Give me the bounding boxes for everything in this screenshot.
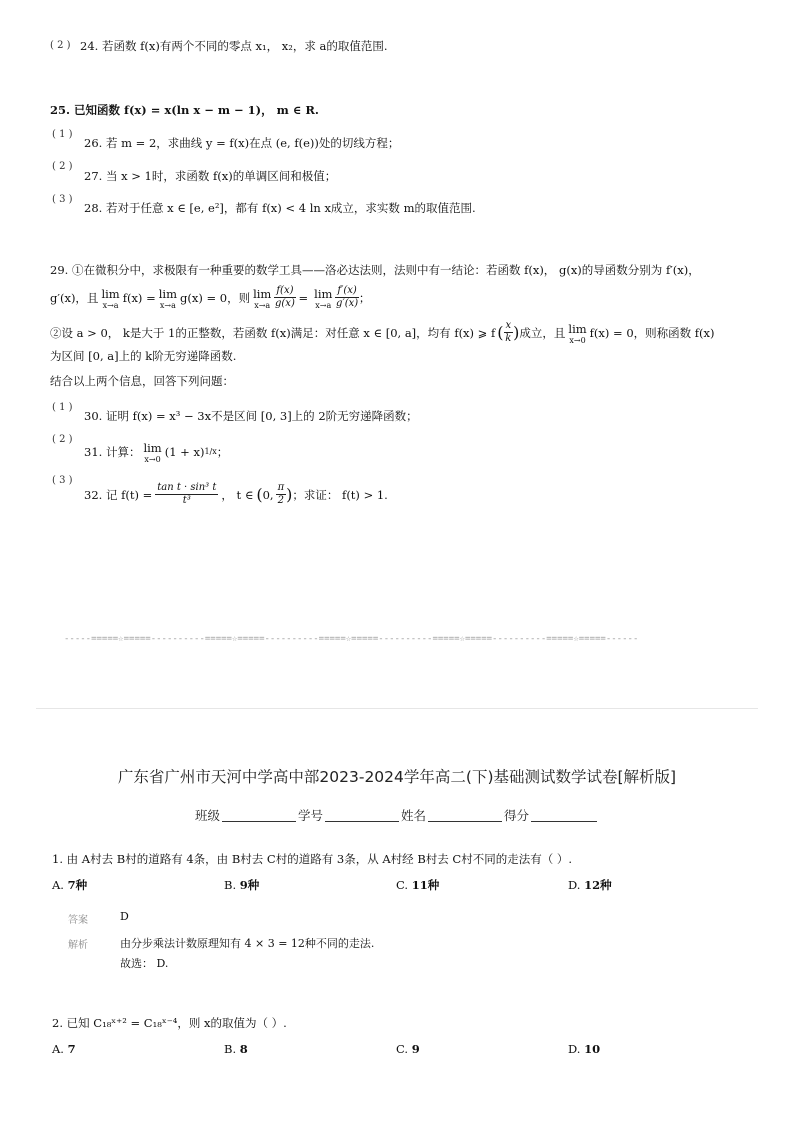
limit [143,440,161,464]
text: f(x) = 0，则称函数 f(x) [589,325,715,340]
option-letter: D. [568,1042,581,1056]
class-label: 班级 [194,808,220,823]
denominator: g′(x) [336,298,359,309]
text: 32. 记 f(t) = [84,487,153,502]
answer-label: 答案 [68,915,88,926]
numerator: π [277,482,285,493]
name-blank[interactable] [428,821,502,822]
limit [159,286,177,310]
denominator: g(x) [275,298,295,309]
score-blank[interactable] [531,821,597,822]
fraction [504,320,514,345]
text: ； [216,445,229,459]
fraction [274,285,295,310]
sub-question-number: ( 1 ) [52,402,73,413]
student-id-blank[interactable] [325,821,399,822]
sub-question-number: ( 1 ) [52,129,73,140]
lim-sub: x→a [315,300,332,310]
question-29-line3 [50,320,715,345]
text: ； [358,290,371,305]
paren-left: ( [497,322,504,342]
equals: = [298,290,309,305]
sub-question-number: ( 3 ) [52,194,73,205]
text: (1 + x) [164,445,205,459]
question-27-text: 27. 当 x > 1时，求函数 f(x)的单调区间和极值； [84,169,337,183]
option-c [396,877,439,893]
paren-right: ) [286,484,293,504]
student-id-label: 学号 [297,808,323,823]
limit [568,321,586,345]
option-d [568,877,612,893]
question-28-text: 28. 若对于任意 x ∈ [e, e²]，都有 f(x) < 4 ln x成立，求实数 m的取值范围. [84,201,476,215]
option-letter: B. [224,1042,237,1056]
text: g′(x)，且 [50,290,99,305]
option-b [224,877,259,893]
analysis-label: 解析 [68,940,88,951]
question-29-line4: 为区间 [0, a]上的 k阶无穷递降函数. [50,349,237,363]
zero-comma: 0, [262,487,274,502]
analysis-line-2: 故选： D. [120,957,169,970]
sub-question-number: ( 2 ) [52,434,73,445]
lim-sub: x→0 [569,335,586,345]
denominator: t³ [182,495,191,506]
sub-question-number: ( 3 ) [52,475,73,486]
lim: lim [143,441,162,455]
question-26-text: 26. 若 m = 2，求曲线 y = f(x)在点 (e, f(e))处的切线方程； [84,136,400,150]
question-29-line5: 结合以上两个信息，回答下列问题： [50,374,234,388]
option-value: 9种 [239,878,260,892]
answer-value: D [120,910,129,923]
question-25-stem: 25. 已知函数 f(x) = x(ln x − m − 1)， m ∈ R. [50,103,319,117]
option-d [568,1042,600,1056]
analysis-line-1: 由分步乘法计数原理知有 4 × 3 = 12种不同的走法. [120,937,375,950]
limit [253,286,271,310]
numerator: x [505,320,512,331]
lim: lim [101,286,120,301]
question-30-text: 30. 证明 f(x) = x³ − 3x不是区间 [0, 3]上的 2阶无穷递降函数； [84,409,418,423]
text: g(x) = 0，则 [179,290,251,305]
numerator: f′(x) [337,285,357,296]
option-value: 7 [67,1042,76,1056]
class-blank[interactable] [222,821,296,822]
numerator: f(x) [276,285,294,296]
text: f(x) = [122,290,156,305]
page-separator: -----=====☆=====----------=====☆=====----------=====☆=====----------=====☆=====----------=====☆=====------ [64,634,639,644]
lim-sub: x→a [254,300,271,310]
question-29-line2 [50,285,370,310]
limit [314,286,332,310]
limit [101,286,119,310]
option-a [52,877,87,893]
question-24-text: 24. 若函数 f(x)有两个不同的零点 x₁， x₂，求 a的取值范围. [80,39,388,53]
question-31-text [84,440,228,464]
question-2-stem: 2. 已知 C₁₈ˣ⁺² = C₁₈ˣ⁻⁴，则 x的取值为（ ）. [52,1016,287,1030]
denominator: k [505,333,512,344]
divider [36,708,758,709]
option-c [396,1042,420,1056]
text: 成立，且 [519,325,566,340]
text: ②设 a > 0， k是大于 1的正整数，若函数 f(x)满足：对任意 x ∈ [0, a]，均有 f(x) ⩾ f [50,325,496,340]
lim-sub: x→0 [144,455,161,464]
option-letter: D. [568,878,581,892]
option-value: 9 [411,1042,420,1056]
option-a [52,1042,76,1056]
text: 31. 计算： [84,445,141,459]
fraction [276,482,287,507]
option-value: 7种 [67,878,88,892]
option-letter: C. [396,878,409,892]
fraction [335,285,358,310]
paren-left: ( [256,484,263,504]
lim: lim [568,321,587,336]
name-label: 姓名 [401,808,427,823]
denominator: 2 [277,495,285,506]
exam-title: 广东省广州市天河中学高中部2023-2024学年高二(下)基础测试数学试卷[解析版] [117,768,677,786]
option-letter: C. [396,1042,409,1056]
option-value: 8 [239,1042,248,1056]
option-value: 10 [584,1042,601,1056]
question-29-line1: 29. ①在微积分中，求极限有一种重要的数学工具——洛必达法则，法则中有一结论：若函数 f(x)， g(x)的导函数分别为 f′(x)， [50,263,700,277]
lim-sub: x→a [159,300,176,310]
lim-sub: x→a [102,300,119,310]
text: ， t ∈ [221,487,254,502]
lim: lim [314,286,333,301]
sub-question-number: ( 2 ) [50,40,71,51]
exponent: 1/x [204,447,217,456]
paren-right: ) [513,322,520,342]
option-letter: B. [224,878,237,892]
score-label: 得分 [504,808,530,823]
sub-question-number: ( 2 ) [52,161,73,172]
option-letter: A. [52,878,64,892]
option-letter: A. [52,1042,64,1056]
question-32-text [84,482,388,507]
question-1-stem: 1. 由 A村去 B村的道路有 4条，由 B村去 C村的道路有 3条，从 A村经 B村去 C村不同的走法有（ ）. [52,852,573,866]
lim: lim [253,286,272,301]
student-info-line [0,806,794,824]
option-value: 11种 [411,878,440,892]
lim: lim [158,286,177,301]
numerator: tan t · sin³ t [157,482,217,493]
text: ；求证： f(t) > 1. [292,487,388,502]
fraction [155,482,218,507]
option-b [224,1042,248,1056]
option-value: 12种 [584,878,612,892]
